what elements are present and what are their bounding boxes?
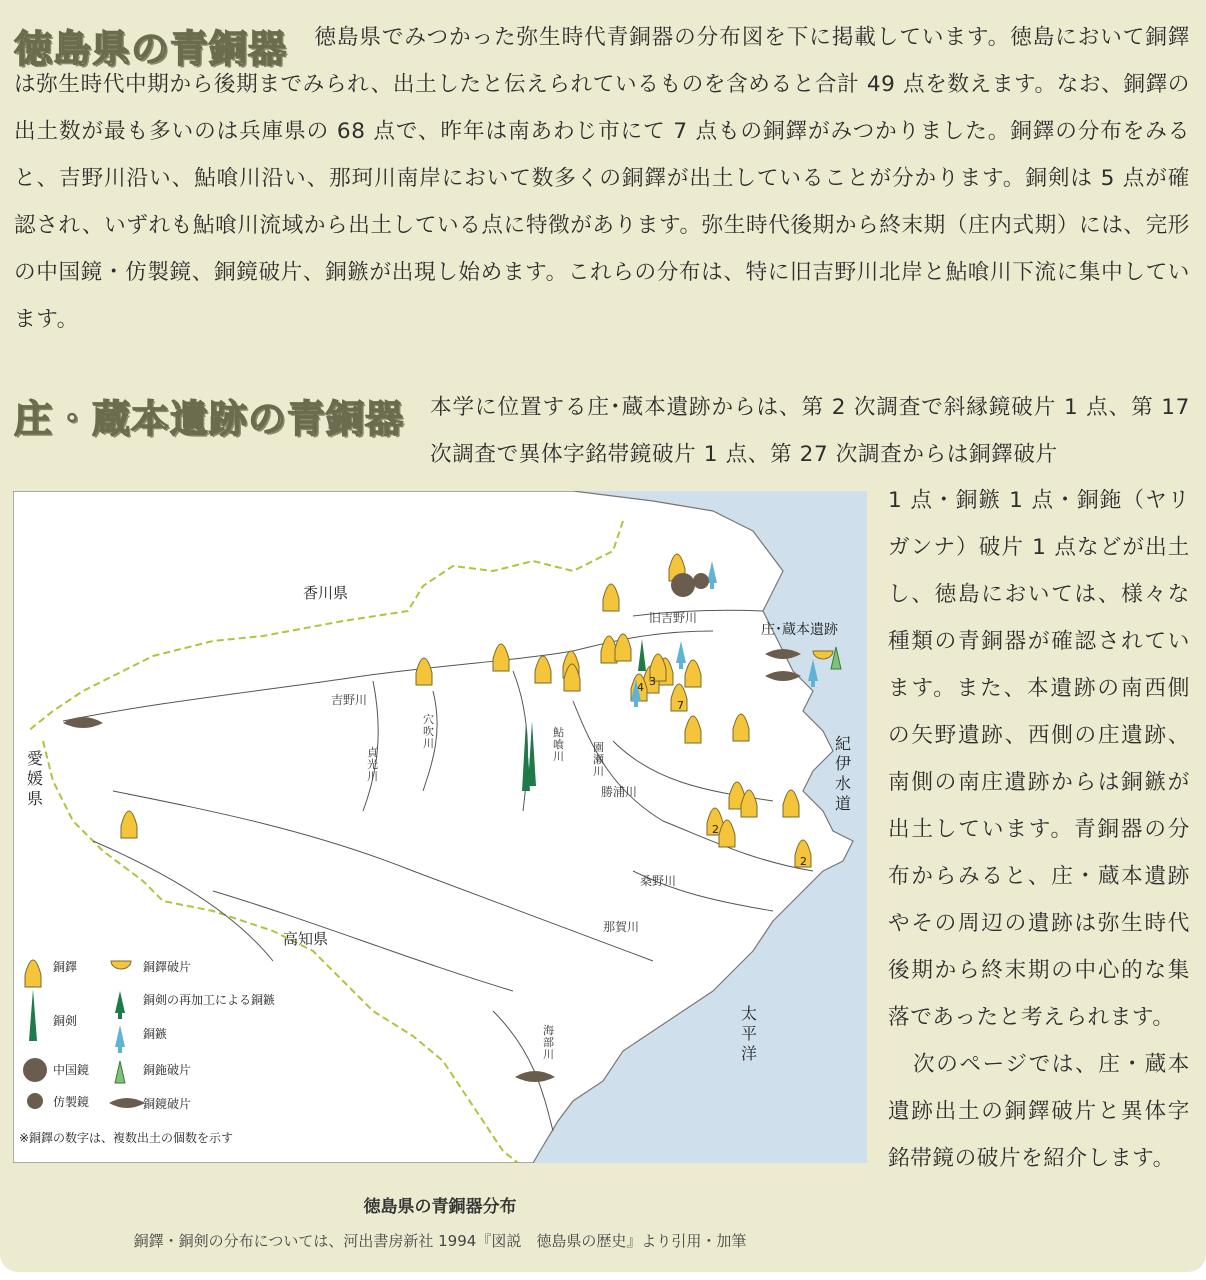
label-yoshino: 吉野川	[331, 693, 368, 707]
legend-chinese-mirror: 中国鏡	[53, 1063, 90, 1077]
bell-count: 7	[677, 699, 684, 712]
map-svg	[13, 491, 867, 1163]
label-pacific-1: 太	[741, 1004, 758, 1023]
label-site: 庄･蔵本遺跡	[761, 622, 838, 638]
label-pacific-3: 洋	[741, 1044, 758, 1063]
label-kochi: 高知県	[283, 930, 329, 948]
label-anabuki-1: 穴	[423, 713, 434, 726]
label-ehime-3: 県	[27, 789, 44, 808]
label-sadamitsu-3: 川	[367, 770, 378, 783]
label-ehime-1: 愛	[27, 749, 44, 768]
label-kii-2: 伊	[835, 754, 852, 773]
legend-imitation-mirror: 仿製鏡	[53, 1095, 90, 1109]
label-kuwano: 桑野川	[640, 874, 677, 888]
label-anabuki-3: 川	[423, 737, 434, 750]
label-katsuura: 勝浦川	[601, 785, 638, 799]
label-sonose-2: 瀬	[593, 753, 604, 766]
bell-count: 2	[800, 855, 807, 868]
legend-dotaku: 銅鐸	[53, 960, 78, 974]
legend-mirror-fragment: 銅鏡破片	[143, 1097, 192, 1111]
label-kaifu-2: 部	[543, 1036, 554, 1049]
legend-doken: 銅剣	[53, 1014, 78, 1028]
section-heading-shokuramoto: 庄・蔵本遺跡の青銅器	[14, 397, 405, 441]
label-kaifu-1: 海	[543, 1024, 554, 1037]
label-akui-1: 鮎	[553, 726, 564, 739]
site-paragraph-side-text: 1 点・銅鏃 1 点・銅鉇（ヤリガンナ）破片 1 点などが出土し、徳島においては、様々な種類の青銅器が確認されています。また、本遺跡の南西側の矢野遺跡、西側の庄遺跡、南側の南庄遺跡からは銅鏃が出土しています。青銅器の分布からみると、庄・蔵本遺跡やその周辺の遺跡は弥生時代後期から終末期の中心的な集落であったと考えられます。	[888, 488, 1190, 1030]
label-kaifu-3: 川	[543, 1048, 554, 1061]
site-paragraph-side	[888, 477, 1190, 1182]
label-kii-3: 水	[835, 774, 852, 793]
bell-count: 4	[637, 681, 644, 694]
distribution-map	[13, 491, 867, 1163]
label-kagawa: 香川県	[303, 584, 349, 602]
label-akui-3: 川	[553, 750, 564, 763]
legend-note: ※銅鐸の数字は、複数出土の個数を示す	[19, 1131, 234, 1145]
intro-paragraph-text: 徳島県でみつかった弥生時代青銅器の分布図を下に掲載しています。徳島において銅鐸は弥生時代中期から後期までみられ、出土したと伝えられているものを含めると合計 49 点を数えます。なお、銅鐸の出土数が最も多いのは兵庫県の 68 点で、昨年は南あわじ市にて 7 点もの銅鐸がみつかりました。銅鐸の分布をみると、吉野川沿い、鮎喰川沿い、那珂川南岸において数多くの銅鐸が出土していることが分かります。銅剣は 5 点が確認され、いずれも鮎喰川流域から出土している点に特徴があります。弥生時代後期から終末期（庄内式期）には、完形の中国鏡・仿製鏡、銅鏡破片、銅鏃が出現し始めます。これらの分布は、特に旧吉野川北岸と鮎喰川下流に集中しています。	[14, 25, 1190, 332]
map-caption-title: 徳島県の青銅器分布	[363, 1197, 517, 1217]
label-sonose-3: 川	[593, 765, 604, 778]
site-paragraph-top: 本学に位置する庄･蔵本遺跡からは、第 2 次調査で斜縁鏡破片 1 点、第 17 次調査で異体字銘帯鏡破片 1 点、第 27 次調査からは銅鐸破片	[430, 395, 1190, 467]
label-sadamitsu-1: 貞	[367, 746, 378, 759]
label-ehime-2: 媛	[27, 769, 44, 788]
section-heading-tokushima: 徳島県の青銅器	[14, 27, 288, 71]
legend-dotaku-fragment: 銅鐸破片	[143, 960, 192, 974]
legend-imitation-mirror-icon	[27, 1093, 43, 1109]
legend-dozoku: 銅鏃	[143, 1027, 168, 1041]
label-sadamitsu-2: 光	[367, 758, 378, 771]
legend-yariganna: 銅鉇破片	[143, 1063, 192, 1077]
legend-chinese-mirror-icon	[23, 1058, 47, 1082]
label-kyuyoshino: 旧吉野川	[649, 611, 698, 625]
bell-count: 3	[649, 675, 656, 688]
map-caption-source: 銅鐸・銅剣の分布については、河出書房新社 1994『図説 徳島県の歴史』より引用・加筆	[133, 1232, 747, 1250]
bell-count: 2	[712, 823, 719, 836]
label-pacific-2: 平	[741, 1024, 758, 1043]
label-kii-4: 道	[835, 794, 852, 813]
legend-reworked: 銅剣の再加工による銅鏃	[143, 993, 276, 1007]
label-anabuki-2: 吹	[423, 725, 434, 738]
label-naka: 那賀川	[603, 920, 640, 934]
chinese-mirror-marker	[671, 573, 695, 597]
next-page-note: 次のページでは、庄・蔵本遺跡出土の銅鐸破片と異体字銘帯鏡の破片を紹介します。	[888, 1052, 1190, 1171]
label-sonose-1: 園	[593, 741, 604, 754]
label-kii-1: 紀	[835, 734, 852, 753]
intro-paragraph	[14, 14, 1190, 343]
imitation-mirror-marker	[693, 573, 709, 589]
label-akui-2: 喰	[553, 738, 564, 751]
